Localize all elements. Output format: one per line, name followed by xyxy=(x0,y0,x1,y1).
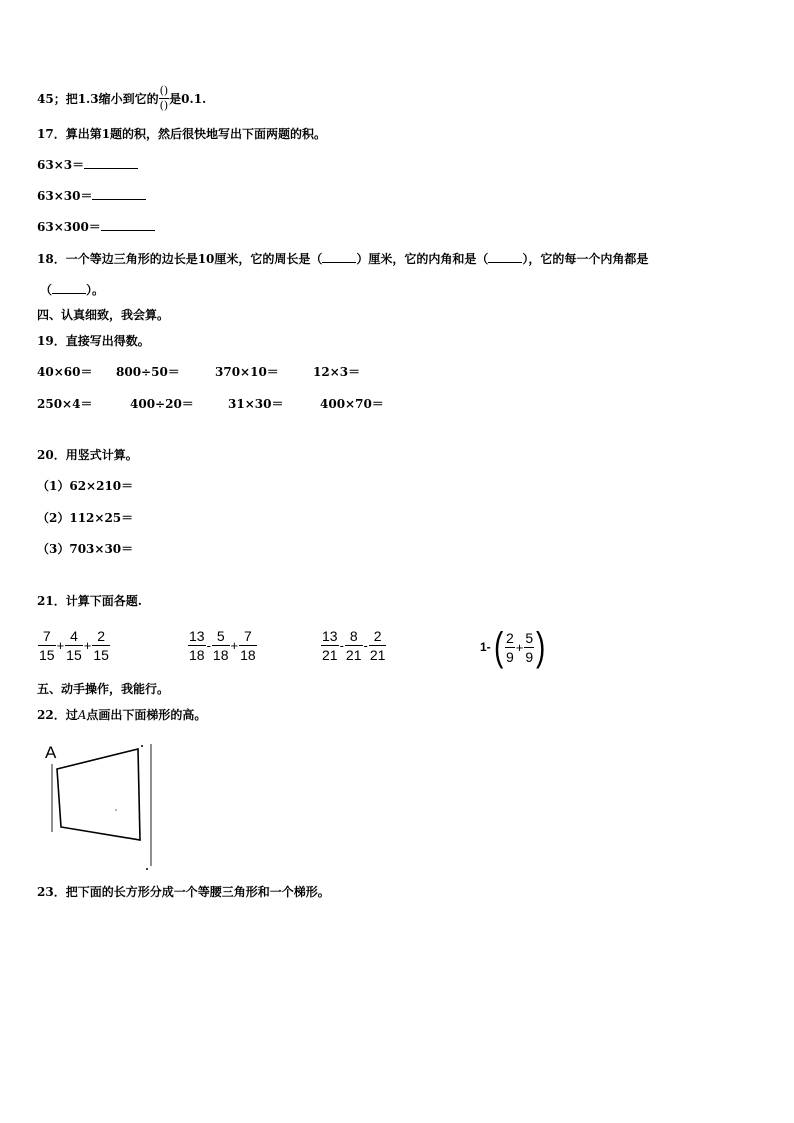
fraction-denominator: 9 xyxy=(525,648,534,665)
question-17-title: 17．算出第1题的积，然后很快地写出下面两题的积。 xyxy=(37,127,327,141)
fraction xyxy=(505,629,515,666)
question-16-prefix: 45；把1.3缩小到它的 xyxy=(37,91,159,106)
fraction-numerator: 2 xyxy=(506,629,514,646)
question-22-text: 22．过 xyxy=(37,708,78,722)
trapezoid-shape xyxy=(57,749,140,840)
fraction-numerator: 7 xyxy=(42,628,51,644)
question-18-text: ）厘米，它的内角和是（ xyxy=(356,252,489,266)
question-17-item xyxy=(37,188,146,204)
fraction-numerator: () xyxy=(159,84,169,97)
operator: + xyxy=(56,638,65,653)
question-19-item: 400×70＝ xyxy=(320,397,384,411)
question-21-title: 21．计算下面各题. xyxy=(37,594,142,608)
fraction xyxy=(65,627,83,664)
operator: + xyxy=(515,639,524,655)
point-variable: A xyxy=(77,708,87,722)
question-16-fraction xyxy=(159,84,170,113)
question-17-item xyxy=(37,219,155,235)
fraction-numerator: 2 xyxy=(97,628,106,644)
question-19-item: 40×60＝ xyxy=(37,365,93,379)
question-23-title: 23．把下面的长方形分成一个等腰三角形和一个梯形。 xyxy=(37,885,330,899)
fraction-numerator: 7 xyxy=(243,628,252,644)
fraction-denominator: 18 xyxy=(189,647,205,663)
fraction-numerator: 4 xyxy=(70,628,78,644)
expression-text: 63×3＝ xyxy=(37,158,85,172)
operator: + xyxy=(230,638,239,653)
dot xyxy=(115,809,117,811)
dot xyxy=(146,868,148,870)
fraction xyxy=(239,627,257,664)
question-18-text: ），它的每一个内角都是 xyxy=(522,252,649,266)
question-18-text: 18．一个等边三角形的边长是10厘米，它的周长是（ xyxy=(37,252,323,266)
question-22-text: 点画出下面梯形的高。 xyxy=(86,708,207,722)
fraction xyxy=(212,627,230,664)
fraction xyxy=(369,627,387,664)
dot xyxy=(141,745,143,747)
question-19-item: 250×4＝ xyxy=(37,397,93,411)
answer-blank xyxy=(92,188,146,200)
operator: - xyxy=(363,638,368,653)
point-label-a: A xyxy=(45,743,57,762)
fraction-denominator: 15 xyxy=(39,647,55,663)
question-16 xyxy=(37,84,206,113)
question-18-text: （ xyxy=(40,283,53,297)
question-20-item: （1）62×210＝ xyxy=(37,479,134,493)
fraction xyxy=(38,627,56,664)
fraction-numerator: 5 xyxy=(525,629,534,646)
fraction xyxy=(188,627,206,664)
fraction-denominator: 21 xyxy=(369,647,386,663)
question-20-item: （3）703×30＝ xyxy=(37,542,134,556)
question-17-item xyxy=(37,157,138,173)
operator: - xyxy=(339,638,344,653)
fraction-denominator: 15 xyxy=(66,647,82,663)
fraction-expression-1 xyxy=(38,627,110,664)
fraction-denominator: () xyxy=(159,99,169,112)
question-20-title: 20．用竖式计算。 xyxy=(37,448,138,462)
right-paren: ) xyxy=(536,625,546,669)
answer-blank xyxy=(488,251,522,263)
fraction-numerator: 5 xyxy=(216,628,225,644)
fraction-numerator: 8 xyxy=(349,628,358,644)
trapezoid-figure xyxy=(40,736,160,872)
fraction xyxy=(345,627,363,664)
question-19-title: 19．直接写出得数。 xyxy=(37,334,150,348)
fraction-denominator: 9 xyxy=(506,648,514,665)
expression-text: 63×30＝ xyxy=(37,189,93,203)
fraction-denominator: 18 xyxy=(212,647,229,663)
question-19-item: 400÷20＝ xyxy=(130,397,194,411)
question-18-text: ）。 xyxy=(86,283,105,297)
section-4-heading: 四、认真细致，我会算。 xyxy=(37,308,170,322)
fraction-denominator: 18 xyxy=(240,647,256,663)
answer-blank xyxy=(322,251,356,263)
fraction-expression-3 xyxy=(321,627,386,664)
fraction-numerator: 2 xyxy=(373,628,382,644)
section-5-heading: 五、动手操作，我能行。 xyxy=(37,682,170,696)
question-18-line1 xyxy=(37,251,648,267)
answer-blank xyxy=(84,157,138,169)
question-19-item: 800÷50＝ xyxy=(116,365,180,379)
question-22-title xyxy=(37,707,206,723)
question-20-item: （2）112×25＝ xyxy=(37,511,134,525)
answer-blank xyxy=(101,219,155,231)
question-19-item: 12×3＝ xyxy=(313,365,361,379)
fraction-numerator: 13 xyxy=(189,628,205,644)
fraction xyxy=(524,629,534,666)
question-18-line2 xyxy=(40,282,104,298)
operator: - xyxy=(206,638,211,653)
fraction xyxy=(321,627,339,664)
question-16-suffix: 是0.1. xyxy=(169,91,207,106)
fraction-denominator: 15 xyxy=(93,647,109,663)
fraction xyxy=(92,627,110,664)
question-19-item: 31×30＝ xyxy=(228,397,284,411)
fraction-numerator: 13 xyxy=(322,628,338,644)
left-paren: ( xyxy=(493,625,504,669)
fraction-denominator: 21 xyxy=(322,647,338,663)
fraction-denominator: 21 xyxy=(345,647,362,663)
fraction-expression-2 xyxy=(188,627,257,664)
expression-text: 63×300＝ xyxy=(37,220,101,234)
expression-lead: 1- xyxy=(480,640,491,654)
operator: + xyxy=(83,638,92,653)
question-19-item: 370×10＝ xyxy=(215,365,279,379)
answer-blank xyxy=(52,282,86,294)
fraction-expression-4 xyxy=(479,627,548,667)
